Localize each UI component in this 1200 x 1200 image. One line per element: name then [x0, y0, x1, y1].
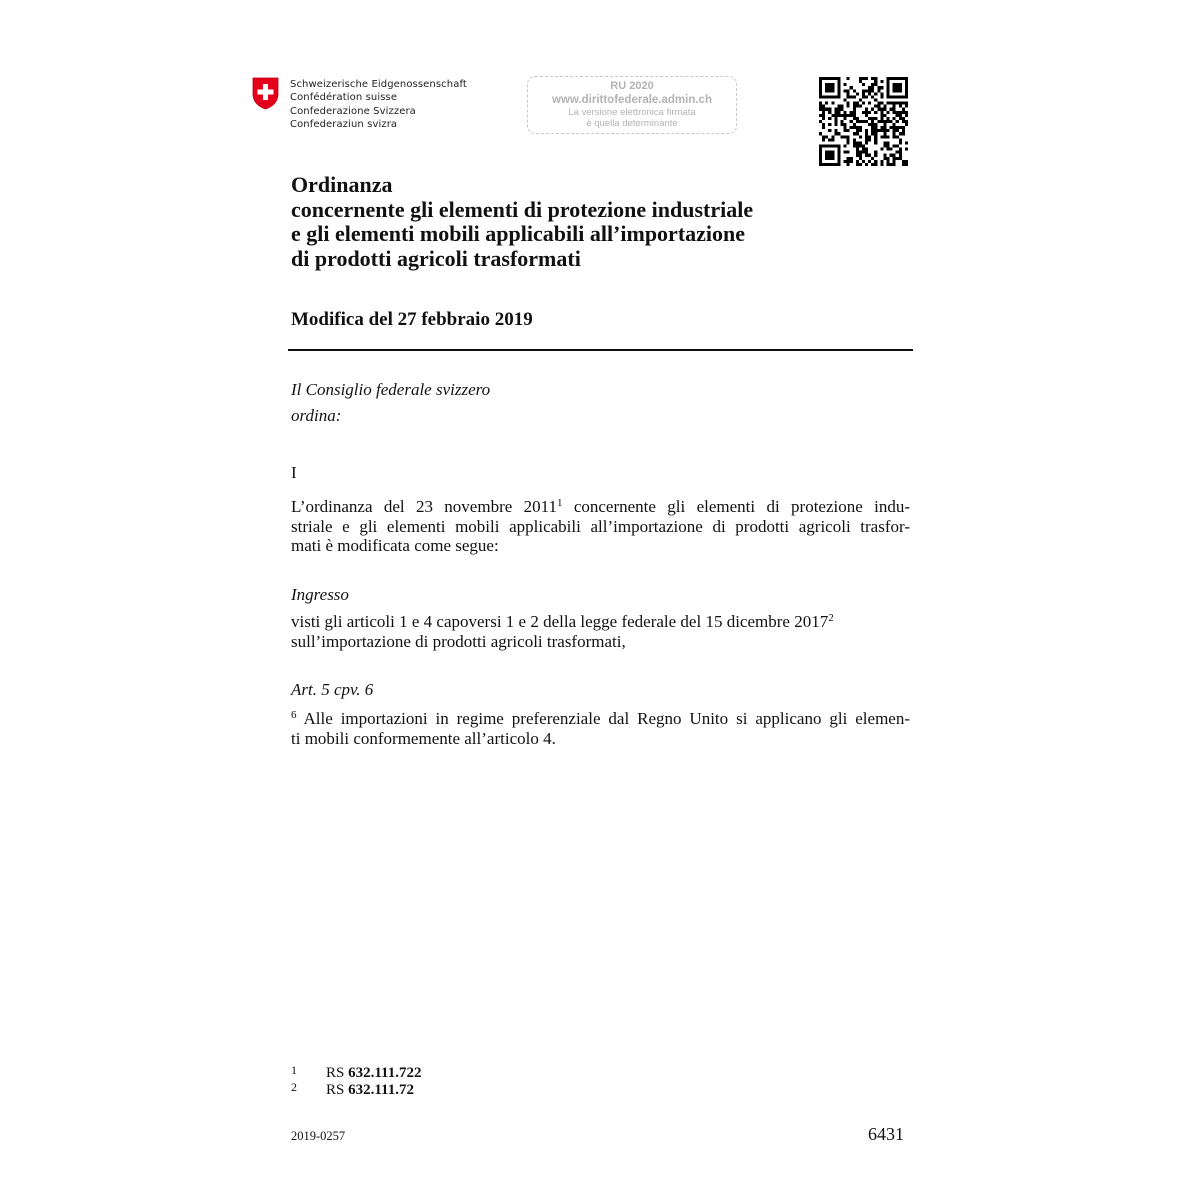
title-line: concernente gli elementi di protezione industriale [291, 196, 754, 222]
stamp-note-line2: è quella determinante [586, 118, 678, 129]
article-line: ti mobili conformemente all’articolo 4. [291, 728, 556, 748]
preamble-authority: Il Consiglio federale svizzero [291, 380, 491, 399]
article-paragraph [291, 709, 910, 748]
paragraph-sup: 6 [291, 709, 297, 721]
ingresso-text [291, 612, 834, 651]
publication-stamp [527, 76, 737, 134]
footnote-prefix: RS [326, 1065, 349, 1081]
article-line [291, 709, 910, 729]
footnote-ref: 2 [828, 612, 834, 624]
intro-line: mati è modificata come segue: [291, 536, 499, 555]
ingresso-line: sull’importazione di prodotti agricoli trasformati, [291, 631, 626, 651]
confederation-line: Confederaziun svizra [290, 119, 398, 131]
footnote-prefix: RS [326, 1082, 349, 1098]
article-heading: Art. 5 cpv. 6 [291, 680, 374, 699]
confederation-line: Schweizerische Eidgenossenschaft [290, 79, 467, 90]
ingresso-text-part: visti gli articoli 1 e 4 capoversi 1 e 2 della legge federale del 15 dicembre 2017 [291, 612, 829, 631]
stamp-collection: RU 2020 [610, 80, 654, 92]
amendment-date: Modifica del 27 febbraio 2019 [291, 309, 533, 330]
title-line: Ordinanza [291, 172, 393, 197]
title-line: e gli elementi mobili applicabili all’importazione [291, 221, 746, 246]
footnote [291, 1079, 414, 1098]
section-number: I [291, 463, 297, 482]
intro-line: striale e gli elementi mobili applicabili all’importazione di prodotti agricoli trasfor- [291, 516, 910, 536]
page-number: 6431 [868, 1124, 904, 1144]
stamp-website: www.dirittofederale.admin.ch [552, 94, 712, 106]
footnote-number: 2 [291, 1080, 297, 1094]
stamp-note-line1: La versione elettronica firmata [568, 107, 696, 118]
confederation-name-block [290, 78, 467, 132]
footnote-number: 1 [291, 1063, 297, 1077]
footnote-reference: 632.111.722 [348, 1065, 422, 1081]
title-line: di prodotti agricoli trasformati [291, 245, 581, 271]
ingresso-heading: Ingresso [291, 585, 349, 604]
swiss-crest-icon [252, 77, 279, 110]
document-title [291, 173, 753, 271]
confederation-line: Confederazione Svizzera [290, 105, 416, 117]
qr-code-icon [819, 77, 908, 166]
intro-text: L’ordinanza del 23 novembre 2011 [291, 497, 557, 516]
title-divider [288, 349, 913, 351]
intro-text: concernente gli elementi di protezione indu- [562, 497, 910, 516]
footnote-ref: 1 [557, 497, 563, 509]
ingresso-line [291, 612, 834, 632]
preamble-verb: ordina: [291, 406, 342, 425]
section-intro [291, 497, 910, 556]
confederation-line: Confédération suisse [290, 92, 398, 104]
article-text: Alle importazioni in regime preferenziale dal Regno Unito si applicano gli elemen- [296, 709, 910, 728]
intro-line [291, 497, 910, 517]
document-number: 2019-0257 [291, 1129, 346, 1143]
footnote-reference: 632.111.72 [348, 1082, 414, 1098]
